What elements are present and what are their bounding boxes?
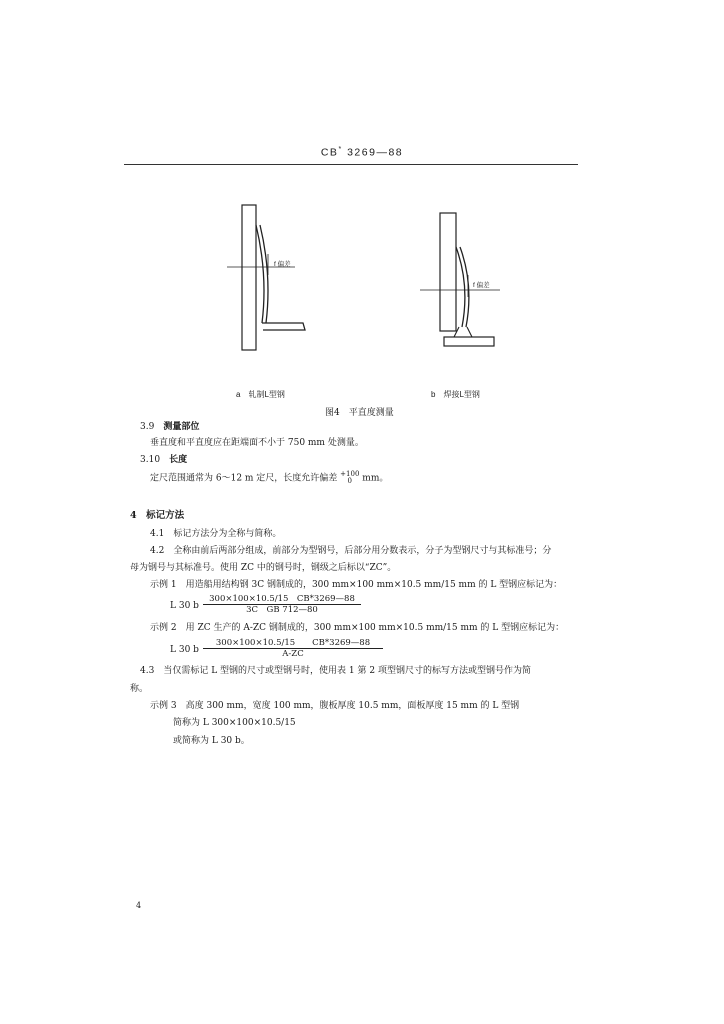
paragraph-4-3-line2: 称。: [130, 684, 149, 694]
paragraph-4-2-number: 4.2: [150, 546, 165, 556]
paragraph-4-2-line2: 母为钢号与其标准号。使用 ZC 中的钢号时，钢级之后标以“ZC”。: [130, 563, 397, 573]
paragraph-4-3-line1: [140, 665, 531, 677]
figure-b-deviation-label: f 偏差: [473, 282, 490, 289]
example-1-denominator: 3C GB 712—80: [246, 605, 318, 615]
section-3-9-text: 垂直度和平直度应在距端面不小于 750 mm 处测量。: [150, 438, 364, 448]
header-number: 3269—88: [347, 146, 404, 159]
example-2-text: 用 ZC 生产的 A-ZC 钢制成的，300 mm×100 mm×10.5 mm/15 mm 的 L 型钢应标记为：: [185, 623, 565, 633]
tolerance-lower: 0: [347, 477, 353, 485]
section-3-9-number: 3.9: [140, 422, 155, 432]
example-2-prefix: L 30 b: [170, 645, 199, 655]
paragraph-4-2-text1: 全称由前后两部分组成，前部分为型钢号，后部分用分数表示，分子为型钢尺寸与其标准号；分: [173, 546, 552, 556]
example-1-label: 示例 1: [150, 580, 177, 590]
example-3-line: [150, 700, 519, 712]
caption-a-text: 轧制L型钢: [248, 390, 285, 399]
caption-b: [431, 389, 480, 400]
example-1-prefix: L 30 b: [170, 601, 199, 611]
example-1-text: 用造船用结构钢 3C 钢制成的，300 mm×100 mm×10.5 mm/15 mm 的 L 型钢应标记为：: [185, 580, 563, 590]
paragraph-4-3-text1: 当仅需标记 L 型钢的尺寸或型钢号时，使用表 1 第 2 项型钢尺寸的标写方法或型钢号作为简: [163, 666, 531, 676]
page-number: 4: [136, 901, 142, 910]
caption-b-letter: b: [431, 390, 436, 399]
example-3-text: 高度 300 mm，宽度 100 mm，腹板厚度 10.5 mm，面板厚度 15 mm 的 L 型钢: [185, 701, 520, 711]
example-2-numerator: 300×100×10.5/15 CB*3269—88: [203, 638, 383, 649]
length-tolerance: [340, 471, 359, 485]
paragraph-4-3-number: 4.3: [140, 666, 155, 676]
example-2-line: [150, 622, 564, 634]
standard-header: [0, 146, 724, 159]
example-3-short1: 简称为 L 300×100×10.5/15: [173, 718, 296, 728]
figure-rolled-l-section: [225, 195, 315, 360]
example-1-fraction: [203, 594, 361, 615]
example-1-line: [150, 579, 562, 591]
example-3-label: 示例 3: [150, 701, 177, 711]
length-text-after: mm。: [362, 473, 389, 484]
header-standard: CB: [320, 146, 339, 159]
caption-a: [236, 389, 285, 400]
section-3-10-title: 长度: [169, 455, 188, 465]
header-rule: [124, 164, 578, 165]
section-3-10-text: [150, 471, 388, 485]
tolerance-upper: +100: [340, 470, 360, 478]
example-3-short2: 或简称为 L 30 b。: [173, 736, 250, 746]
example-1-numerator: 300×100×10.5/15 CB*3269—88: [203, 594, 361, 605]
header-star: *: [338, 146, 343, 153]
paragraph-4-1-text: 标记方法分为全称与简称。: [173, 529, 282, 539]
section-3-10-heading: [140, 454, 187, 466]
figure-welded-l-section: [410, 205, 510, 355]
example-2-fraction: [203, 638, 383, 659]
figure-a-deviation-label: f 偏差: [274, 261, 291, 268]
paragraph-4-2-line1: [150, 545, 551, 557]
section-3-9-title: 测量部位: [163, 422, 200, 432]
paragraph-4-1: [150, 528, 281, 540]
figure-title: 图4 平直度测量: [325, 408, 394, 418]
section-4-number: 4: [130, 510, 137, 521]
example-2-denominator: A-ZC: [282, 649, 304, 659]
example-2-label: 示例 2: [150, 623, 177, 633]
caption-b-text: 焊接L型钢: [443, 390, 480, 399]
section-4-title: 标记方法: [146, 510, 185, 521]
caption-a-letter: a: [236, 390, 241, 399]
section-4-heading: [130, 507, 184, 521]
section-3-9-heading: [140, 421, 199, 433]
section-3-10-number: 3.10: [140, 455, 161, 465]
paragraph-4-1-number: 4.1: [150, 529, 165, 539]
length-text-before: 定尺范围通常为 6～12 m 定尺，长度允许偏差: [150, 473, 338, 484]
